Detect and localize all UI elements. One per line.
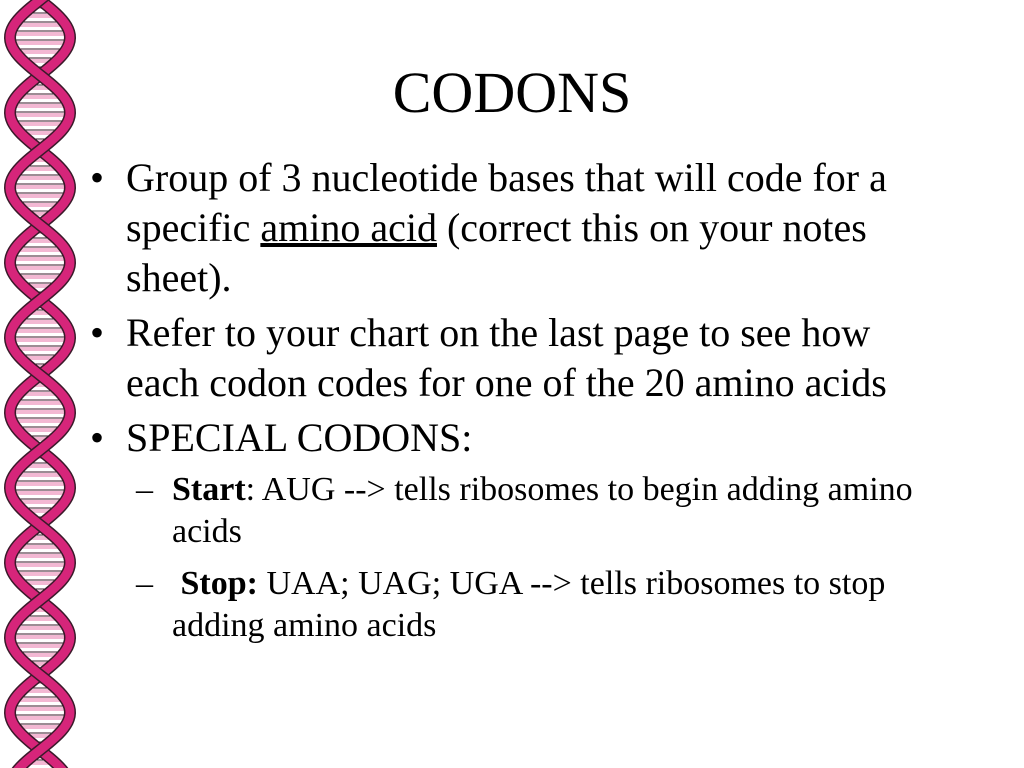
sub-bullet-text: : AUG --> tells ribosomes to begin adding amino acids: [172, 471, 913, 550]
dna-helix-icon: [0, 0, 80, 768]
sub-bullet-label: Stop:: [172, 565, 258, 602]
bullet-glyph: •: [90, 310, 105, 355]
bullet-text: Refer to your chart on the last page to see how each codon codes for one of the 20 amino acids: [126, 310, 887, 405]
dash-glyph: –: [136, 565, 153, 602]
bullet-glyph: •: [90, 155, 105, 200]
sub-bullet-text: UAA; UAG; UGA --> tells ribosomes to stop adding amino acids: [172, 565, 886, 644]
bullet-item: [86, 413, 946, 647]
bullet-list: [86, 153, 946, 647]
underlined-term: amino acid: [260, 205, 437, 250]
bullet-text-part: (correct this on your notes sheet).: [126, 205, 867, 300]
slide-title: CODONS: [392, 60, 632, 125]
sub-bullet-label: Start: [172, 471, 246, 508]
sub-bullet-stop: [126, 563, 946, 647]
bullet-text: SPECIAL CODONS:: [126, 415, 473, 460]
sub-bullet-list: [126, 469, 946, 647]
bullet-item: [86, 308, 946, 408]
bullet-text-part: Group of 3 nucleotide bases that will code for a specific: [126, 155, 887, 250]
bullet-glyph: •: [90, 415, 105, 460]
sub-bullet-start: [126, 469, 946, 553]
dash-glyph: –: [136, 471, 153, 508]
bullet-item: [86, 153, 946, 303]
slide-body: [86, 153, 946, 657]
